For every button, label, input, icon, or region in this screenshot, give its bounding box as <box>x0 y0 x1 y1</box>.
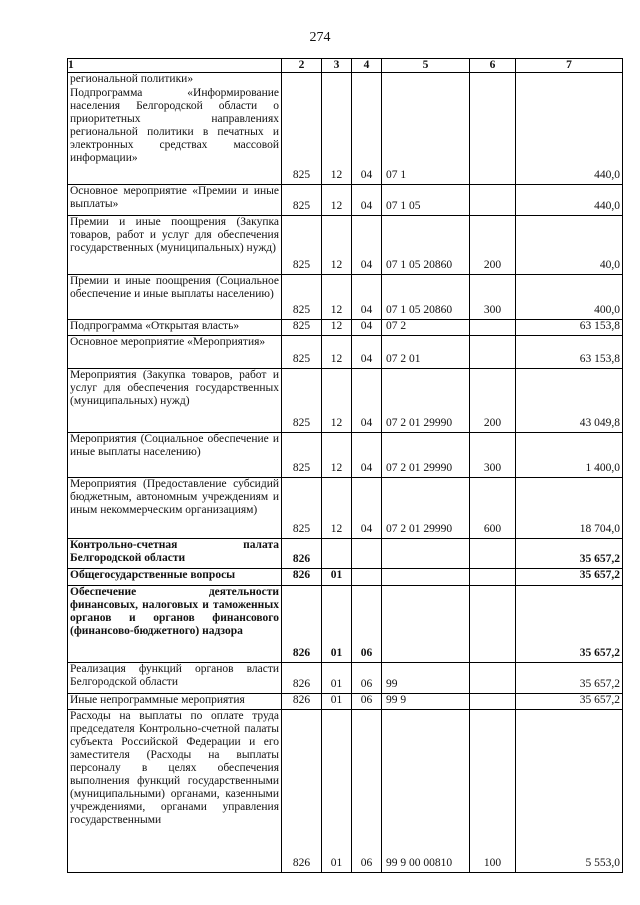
row-name-text: Мероприятия (Закупка товаров, работ и услуг для обеспечения государственных (муниципальных) нужд) <box>70 369 279 407</box>
row-subsection-code: 04 <box>352 369 382 432</box>
row-expense-type <box>470 539 516 568</box>
row-amount: 63 153,8 <box>516 336 623 368</box>
row-ministry-code: 825 <box>282 275 322 319</box>
row-section-code: 12 <box>322 336 352 368</box>
row-section-code: 01 <box>322 694 352 709</box>
table-row <box>67 539 623 569</box>
row-expense-type <box>470 694 516 709</box>
row-section-code <box>322 73 352 87</box>
row-name <box>67 586 282 662</box>
row-subsection-code: 04 <box>352 216 382 274</box>
row-amount: 63 153,8 <box>516 320 623 335</box>
row-amount: 1 400,0 <box>516 433 623 477</box>
row-amount: 43 049,8 <box>516 369 623 432</box>
row-expense-type: 200 <box>470 369 516 432</box>
row-section-code: 12 <box>322 216 352 274</box>
row-amount: 400,0 <box>516 275 623 319</box>
row-ministry-code: 825 <box>282 87 322 184</box>
row-section-code: 12 <box>322 433 352 477</box>
row-target-article <box>382 539 470 568</box>
header-col-3: 3 <box>322 59 352 72</box>
row-expense-type <box>470 87 516 184</box>
row-name-text: Премии и иные поощрения (Социальное обеспечение и иные выплаты населению) <box>70 275 279 300</box>
row-subsection-code: 04 <box>352 185 382 215</box>
row-section-code: 12 <box>322 185 352 215</box>
row-section-code: 12 <box>322 320 352 335</box>
table-row <box>67 320 623 336</box>
row-target-article: 99 <box>382 663 470 693</box>
row-target-article <box>382 586 470 662</box>
row-target-article: 07 2 <box>382 320 470 335</box>
row-target-article <box>382 569 470 585</box>
row-expense-type: 300 <box>470 433 516 477</box>
row-name-text: Обеспечение деятельности финансовых, налоговых и таможенных органов и органов финансового (финансово-бюджетного) надзора <box>70 586 279 637</box>
row-subsection-code: 04 <box>352 320 382 335</box>
row-amount: 440,0 <box>516 185 623 215</box>
row-expense-type: 200 <box>470 216 516 274</box>
row-ministry-code: 826 <box>282 663 322 693</box>
row-amount: 5 553,0 <box>516 710 623 872</box>
row-name-text: региональной политики» <box>70 73 194 85</box>
row-subsection-code: 04 <box>352 336 382 368</box>
header-col-5: 5 <box>382 59 470 72</box>
row-section-code: 12 <box>322 87 352 184</box>
row-name <box>67 336 282 368</box>
row-ministry-code: 825 <box>282 185 322 215</box>
page-number: 274 <box>309 30 331 45</box>
budget-table <box>67 58 623 873</box>
row-subsection-code: 04 <box>352 478 382 538</box>
row-name <box>67 694 282 709</box>
row-amount: 35 657,2 <box>516 569 623 585</box>
row-name <box>67 216 282 274</box>
row-target-article: 07 1 05 20860 <box>382 216 470 274</box>
row-ministry-code: 826 <box>282 586 322 662</box>
row-amount: 35 657,2 <box>516 586 623 662</box>
row-section-code <box>322 539 352 568</box>
table-row <box>67 73 623 87</box>
row-name <box>67 663 282 693</box>
row-name <box>67 185 282 215</box>
row-name-text: Мероприятия (Социальное обеспечение и иные выплаты населению) <box>70 433 279 458</box>
row-section-code: 01 <box>322 663 352 693</box>
row-ministry-code: 825 <box>282 433 322 477</box>
row-expense-type: 600 <box>470 478 516 538</box>
row-name <box>67 275 282 319</box>
row-ministry-code: 825 <box>282 216 322 274</box>
row-name-text: Подпрограмма «Информирование населения Белгородской области о приоритетных направлениях региональной политики в печатных и электронных средствах массовой информации» <box>70 87 279 164</box>
row-ministry-code: 826 <box>282 539 322 568</box>
row-name-text: Мероприятия (Предоставление субсидий бюджетным, автономным учреждениям и иным некоммерческим организациям) <box>70 478 279 516</box>
row-subsection-code: 04 <box>352 433 382 477</box>
row-name-text: Реализация функций органов власти Белгородской области <box>70 663 279 688</box>
row-expense-type <box>470 73 516 87</box>
row-amount <box>516 73 623 87</box>
row-section-code: 12 <box>322 275 352 319</box>
table-row <box>67 216 623 275</box>
table-row <box>67 569 623 586</box>
table-row <box>67 87 623 185</box>
header-col-4: 4 <box>352 59 382 72</box>
row-expense-type <box>470 586 516 662</box>
table-row <box>67 433 623 478</box>
row-expense-type: 300 <box>470 275 516 319</box>
row-name-text: Расходы на выплаты по оплате труда председателя Контрольно-счетной палаты субъекта Российской Федерации и его заместителя (Расходы на выплаты персоналу в целях обеспечения выполнения функций государственными (муниципальными) органами, казенными учреждениями, органами управления государственными <box>70 710 279 826</box>
row-name <box>67 433 282 477</box>
row-name <box>67 539 282 568</box>
row-name <box>67 569 282 585</box>
row-target-article: 07 2 01 29990 <box>382 369 470 432</box>
row-expense-type <box>470 185 516 215</box>
row-name-text: Основное мероприятие «Премии и иные выплаты» <box>70 185 279 210</box>
row-amount: 440,0 <box>516 87 623 184</box>
row-name <box>67 369 282 432</box>
table-row <box>67 369 623 433</box>
row-target-article <box>382 73 470 87</box>
row-section-code: 01 <box>322 586 352 662</box>
row-amount: 35 657,2 <box>516 539 623 568</box>
row-subsection-code: 06 <box>352 710 382 872</box>
row-expense-type <box>470 336 516 368</box>
row-name-text: Контрольно-счетная палата Белгородской области <box>70 539 279 564</box>
row-amount: 35 657,2 <box>516 694 623 709</box>
row-expense-type <box>470 569 516 585</box>
row-subsection-code: 06 <box>352 663 382 693</box>
row-ministry-code: 826 <box>282 569 322 585</box>
header-col-2: 2 <box>282 59 322 72</box>
row-expense-type: 100 <box>470 710 516 872</box>
table-row <box>67 275 623 320</box>
row-ministry-code: 825 <box>282 336 322 368</box>
row-subsection-code: 06 <box>352 586 382 662</box>
row-name-text: Общегосударственные вопросы <box>70 569 236 581</box>
row-target-article: 07 2 01 29990 <box>382 433 470 477</box>
row-target-article: 07 2 01 29990 <box>382 478 470 538</box>
row-ministry-code: 825 <box>282 320 322 335</box>
row-subsection-code: 06 <box>352 694 382 709</box>
table-body <box>67 73 623 873</box>
row-section-code: 01 <box>322 569 352 585</box>
row-expense-type <box>470 320 516 335</box>
row-target-article: 99 9 00 00810 <box>382 710 470 872</box>
row-target-article: 99 9 <box>382 694 470 709</box>
table-row <box>67 185 623 216</box>
row-subsection-code <box>352 73 382 87</box>
row-subsection-code <box>352 569 382 585</box>
table-row <box>67 710 623 873</box>
row-target-article: 07 2 01 <box>382 336 470 368</box>
row-subsection-code: 04 <box>352 275 382 319</box>
row-section-code: 01 <box>322 710 352 872</box>
row-name <box>67 710 282 872</box>
row-subsection-code <box>352 539 382 568</box>
table-row <box>67 694 623 710</box>
row-amount: 40,0 <box>516 216 623 274</box>
row-name <box>67 87 282 184</box>
row-amount: 18 704,0 <box>516 478 623 538</box>
row-section-code: 12 <box>322 478 352 538</box>
row-name <box>67 478 282 538</box>
row-expense-type <box>470 663 516 693</box>
row-name-text: Подпрограмма «Открытая власть» <box>70 320 240 332</box>
row-name-text: Основное мероприятие «Мероприятия» <box>70 336 266 348</box>
row-name <box>67 320 282 335</box>
row-name-text: Премии и иные поощрения (Закупка товаров, работ и услуг для обеспечения государственных (муниципальных) нужд) <box>70 216 279 254</box>
row-name-text: Иные непрограммные мероприятия <box>70 694 245 706</box>
table-row <box>67 586 623 663</box>
header-col-6: 6 <box>470 59 516 72</box>
row-subsection-code: 04 <box>352 87 382 184</box>
row-ministry-code: 825 <box>282 369 322 432</box>
row-name <box>67 73 282 87</box>
row-target-article: 07 1 <box>382 87 470 184</box>
row-ministry-code: 826 <box>282 694 322 709</box>
table-header-row <box>67 58 623 73</box>
row-ministry-code <box>282 73 322 87</box>
row-target-article: 07 1 05 20860 <box>382 275 470 319</box>
table-row <box>67 663 623 694</box>
header-col-1: 1 <box>67 59 282 72</box>
row-target-article: 07 1 05 <box>382 185 470 215</box>
table-row <box>67 478 623 539</box>
row-amount: 35 657,2 <box>516 663 623 693</box>
row-section-code: 12 <box>322 369 352 432</box>
row-ministry-code: 826 <box>282 710 322 872</box>
table-row <box>67 336 623 369</box>
row-ministry-code: 825 <box>282 478 322 538</box>
header-col-7: 7 <box>516 59 623 72</box>
